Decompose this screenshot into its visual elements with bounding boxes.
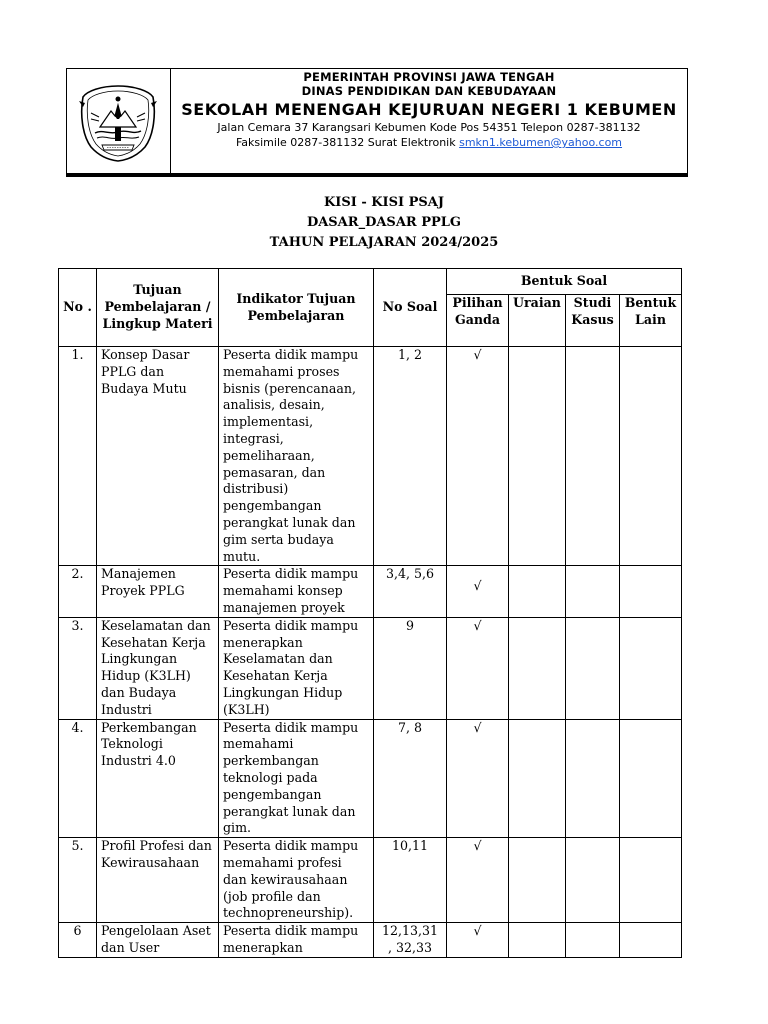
cell-no: 3. xyxy=(59,617,97,719)
header-uraian: Uraian xyxy=(509,295,566,347)
cell-uraian xyxy=(509,838,566,923)
cell-studi-kasus xyxy=(566,838,620,923)
cell-tujuan: Konsep Dasar PPLG dan Budaya Mutu xyxy=(97,347,219,566)
cell-tujuan: Profil Profesi dan Kewirausahaan xyxy=(97,838,219,923)
header-bentuk-soal: Bentuk Soal xyxy=(447,269,682,295)
cell-bentuk-lain xyxy=(620,838,682,923)
header-no-soal: No Soal xyxy=(374,269,447,347)
cell-studi-kasus xyxy=(566,923,620,958)
school-contact xyxy=(171,136,687,150)
jawa-tengah-emblem-icon xyxy=(77,83,159,163)
cell-pilihan-ganda: √ xyxy=(447,719,509,838)
letterhead-rule xyxy=(66,174,688,177)
cell-indikator: Peserta didik mampu memahami konsep manajemen proyek xyxy=(219,566,374,617)
cell-no-soal: 10,11 xyxy=(374,838,447,923)
cell-no-soal: 7, 8 xyxy=(374,719,447,838)
cell-bentuk-lain xyxy=(620,617,682,719)
cell-tujuan: Keselamatan dan Kesehatan Kerja Lingkungan Hidup (K3LH) dan Budaya Industri xyxy=(97,617,219,719)
cell-uraian xyxy=(509,347,566,566)
header-no: No . xyxy=(59,269,97,347)
check-mark: √ xyxy=(473,578,482,594)
cell-tujuan: Manajemen Proyek PPLG xyxy=(97,566,219,617)
cell-indikator: Peserta didik mampu memahami profesi dan kewirausahaan (job profile dan technopreneurship). xyxy=(219,838,374,923)
cell-uraian xyxy=(509,617,566,719)
doc-subject: DASAR_DASAR PPLG xyxy=(306,215,462,230)
cell-pilihan-ganda: √ xyxy=(447,923,509,958)
school-address: Jalan Cemara 37 Karangsari Kebumen Kode Pos 54351 Telepon 0287-381132 xyxy=(217,121,641,134)
contact-prefix: Faksimile 0287-381132 Surat Elektronik xyxy=(235,136,460,149)
header-indikator: Indikator Tujuan Pembelajaran xyxy=(219,269,374,347)
letterhead xyxy=(66,68,688,174)
table-row xyxy=(59,347,682,566)
logo-cell xyxy=(67,69,171,173)
cell-pilihan-ganda xyxy=(447,566,509,617)
cell-studi-kasus xyxy=(566,719,620,838)
doc-year: TAHUN PELAJARAN 2024/2025 xyxy=(269,235,499,250)
cell-no-soal: 1, 2 xyxy=(374,347,447,566)
cell-uraian xyxy=(509,719,566,838)
letterhead-text xyxy=(171,69,687,173)
cell-studi-kasus xyxy=(566,617,620,719)
cell-indikator: Peserta didik mampu memahami proses bisnis (perencanaan, analisis, desain, implementasi, integrasi, pemeliharaan, pemasaran, dan distribusi) pengembangan perangkat lunak dan gim serta budaya mutu. xyxy=(219,347,374,566)
cell-studi-kasus xyxy=(566,347,620,566)
school-name: SEKOLAH MENENGAH KEJURUAN NEGERI 1 KEBUMEN xyxy=(181,100,677,119)
cell-no: 1. xyxy=(59,347,97,566)
document-titles xyxy=(0,193,768,253)
header-tujuan: Tujuan Pembelajaran / Lingkup Materi xyxy=(97,269,219,347)
header-studi-kasus: Studi Kasus xyxy=(566,295,620,347)
cell-no: 6 xyxy=(59,923,97,958)
cell-pilihan-ganda: √ xyxy=(447,347,509,566)
cell-studi-kasus xyxy=(566,566,620,617)
cell-no: 5. xyxy=(59,838,97,923)
cell-uraian xyxy=(509,566,566,617)
table-row xyxy=(59,923,682,958)
table-row xyxy=(59,838,682,923)
cell-tujuan: Pengelolaan Aset dan User xyxy=(97,923,219,958)
doc-title: KISI - KISI PSAJ xyxy=(323,195,445,210)
email-link[interactable]: smkn1.kebumen@yahoo.com xyxy=(459,136,623,149)
cell-no: 4. xyxy=(59,719,97,838)
header-bentuk-lain: Bentuk Lain xyxy=(620,295,682,347)
table-row xyxy=(59,617,682,719)
cell-pilihan-ganda: √ xyxy=(447,617,509,719)
kisi-table xyxy=(58,268,682,958)
cell-bentuk-lain xyxy=(620,347,682,566)
header-pilihan-ganda: Pilihan Ganda xyxy=(447,295,509,347)
table-row xyxy=(59,719,682,838)
cell-bentuk-lain xyxy=(620,719,682,838)
gov-name: PEMERINTAH PROVINSI JAWA TENGAH xyxy=(303,70,555,84)
cell-no-soal: 9 xyxy=(374,617,447,719)
cell-bentuk-lain xyxy=(620,566,682,617)
cell-pilihan-ganda: √ xyxy=(447,838,509,923)
agency-name: DINAS PENDIDIKAN DAN KEBUDAYAAN xyxy=(301,84,557,98)
cell-indikator: Peserta didik mampu memahami perkembangan teknologi pada pengembangan perangkat lunak dan gim. xyxy=(219,719,374,838)
cell-indikator: Peserta didik mampu menerapkan Keselamatan dan Kesehatan Kerja Lingkungan Hidup (K3LH) xyxy=(219,617,374,719)
cell-no: 2. xyxy=(59,566,97,617)
table-row xyxy=(59,566,682,617)
cell-uraian xyxy=(509,923,566,958)
cell-no-soal: 12,13,31 , 32,33 xyxy=(374,923,447,958)
cell-bentuk-lain xyxy=(620,923,682,958)
cell-tujuan: Perkembangan Teknologi Industri 4.0 xyxy=(97,719,219,838)
cell-no-soal: 3,4, 5,6 xyxy=(374,566,447,617)
cell-indikator: Peserta didik mampu menerapkan xyxy=(219,923,374,958)
